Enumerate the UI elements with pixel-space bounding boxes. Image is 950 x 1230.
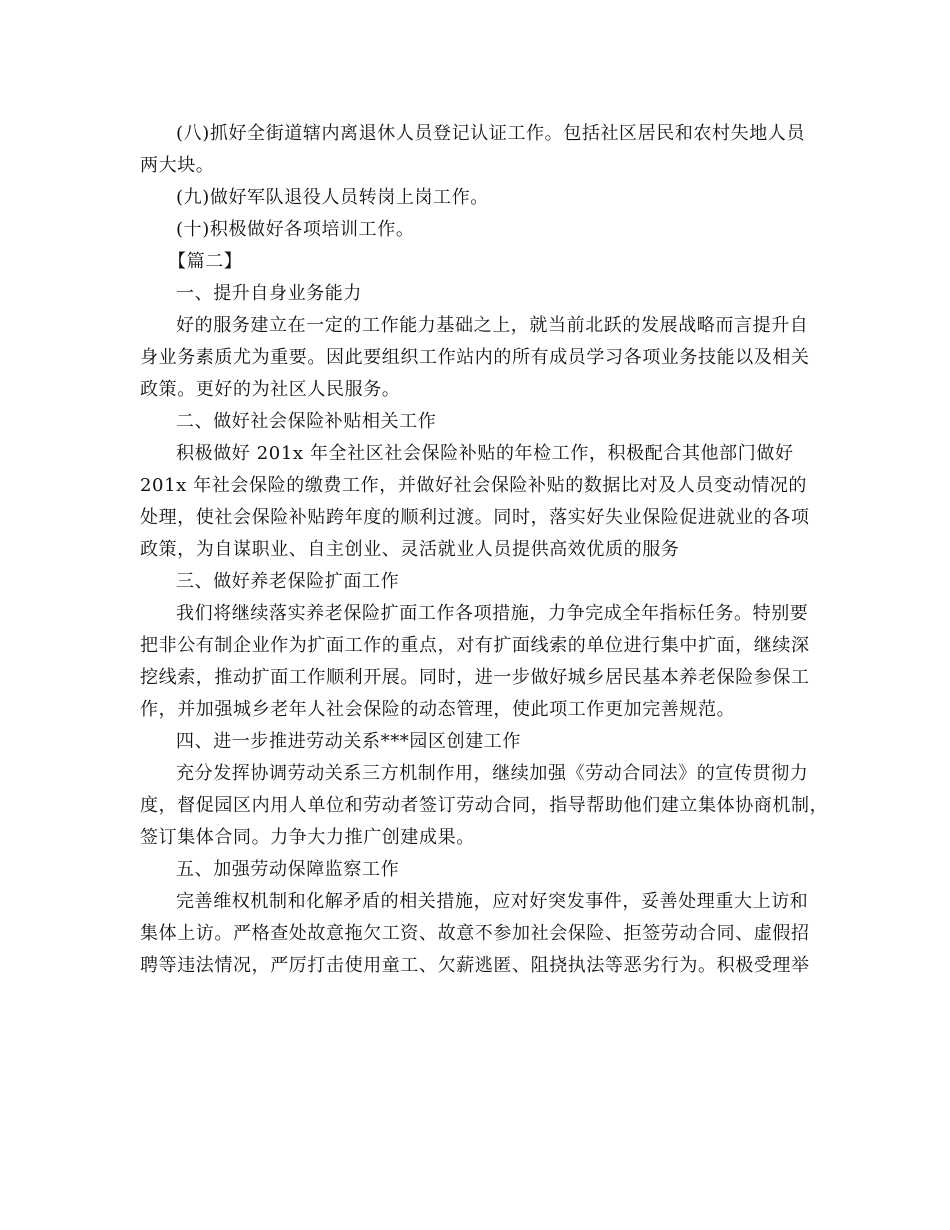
text-line: 度，督促园区内用人单位和劳动者签订劳动合同，指导帮助他们建立集体协商机制， bbox=[140, 795, 829, 816]
text-line: 二、做好社会保险补贴相关工作 bbox=[176, 411, 437, 432]
text-line: (十)积极做好各项培训工作。 bbox=[176, 219, 415, 240]
text-line: 两大块。 bbox=[140, 155, 215, 176]
text-line: 政策，为自谋职业、自主创业、灵活就业人员提供高效优质的服务 bbox=[140, 539, 680, 560]
text-line: 完善维权机制和化解矛盾的相关措施，应对好突发事件，妥善处理重大上访和 bbox=[176, 891, 809, 912]
text-line: 201x 年社会保险的缴费工作，并做好社会保险补贴的数据比对及人员变动情况的 bbox=[140, 475, 808, 496]
text-line: 积极做好 201x 年全社区社会保险补贴的年检工作，积极配合其他部门做好 bbox=[176, 443, 794, 464]
text-line: 处理，使社会保险补贴跨年度的顺利过渡。同时，落实好失业保险促进就业的各项 bbox=[140, 507, 810, 528]
text-line: 好的服务建立在一定的工作能力基础之上，就当前北跃的发展战略而言提升自 bbox=[176, 315, 809, 336]
chapter-heading: 【篇二】 bbox=[168, 251, 243, 272]
document-page bbox=[140, 118, 829, 982]
text-line: 聘等违法情况，严厉打击使用童工、欠薪逃匿、阻挠执法等恶劣行为。积极受理举 bbox=[140, 955, 810, 976]
text-line: (八)抓好全街道辖内离退休人员登记认证工作。包括社区居民和农村失地人员 bbox=[176, 123, 806, 144]
text-line: 身业务素质尤为重要。因此要组织工作站内的所有成员学习各项业务技能以及相关 bbox=[140, 347, 810, 368]
text-line: 充分发挥协调劳动关系三方机制作用，继续加强《劳动合同法》的宣传贯彻力 bbox=[176, 763, 809, 784]
text-line: 五、加强劳动保障监察工作 bbox=[176, 859, 400, 880]
text-line: (九)做好军队退役人员转岗上岗工作。 bbox=[176, 187, 489, 208]
text-line: 一、提升自身业务能力 bbox=[176, 283, 362, 304]
text-line: 把非公有制企业作为扩面工作的重点，对有扩面线索的单位进行集中扩面，继续深 bbox=[140, 635, 810, 656]
text-line: 挖线索，推动扩面工作顺利开展。同时，进一步做好城乡居民基本养老保险参保工 bbox=[140, 667, 810, 688]
text-line: 集体上访。严格查处故意拖欠工资、故意不参加社会保险、拒签劳动合同、虚假招 bbox=[140, 923, 810, 944]
text-line: 签订集体合同。力争大力推广创建成果。 bbox=[140, 827, 475, 848]
text-line: 四、进一步推进劳动关系***园区创建工作 bbox=[176, 731, 521, 752]
text-line: 作，并加强城乡老年人社会保险的动态管理，使此项工作更加完善规范。 bbox=[140, 699, 736, 720]
text-line: 我们将继续落实养老保险扩面工作各项措施，力争完成全年指标任务。特别要 bbox=[176, 603, 809, 624]
text-line: 三、做好养老保险扩面工作 bbox=[176, 571, 400, 592]
text-line: 政策。更好的为社区人民服务。 bbox=[140, 379, 401, 400]
